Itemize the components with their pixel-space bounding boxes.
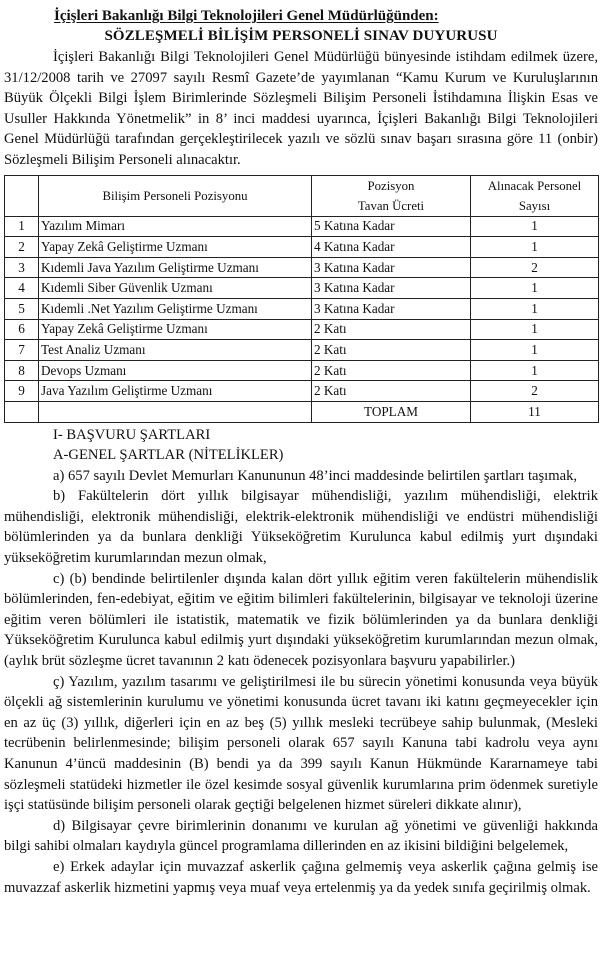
row-position: Java Yazılım Geliştirme Uzmanı bbox=[39, 381, 312, 402]
table-total-row bbox=[5, 401, 599, 422]
intro-paragraph: İçişleri Bakanlığı Bilgi Teknolojileri Genel Müdürlüğü bünyesinde istihdam edilmek üzere, 31/12/2008 tarih ve 27097 sayılı Resmî Gazete’de yayımlanan “Kamu Kurum ve Kuruluşlarının Büyük Ölçekli Bilgi İşlem Birimlerinde Sözleşmeli Bilişim Personeli İstihdamına İlişkin Esas ve Usuller Hakkında Yönetmelik” in 8’ inci maddesi uyarınca, İçişleri Bakanlığı Bilgi Teknolojileri Genel Müdürlüğü tarafından gerçekleştirilecek yazılı ve sözlü sınav başarı sırasına göre 11 (onbir) Sözleşmeli Bilişim Personeli alınacaktır. bbox=[4, 49, 598, 168]
row-position: Yazılım Mimarı bbox=[39, 216, 312, 237]
row-salary: 3 Katına Kadar bbox=[312, 278, 471, 299]
table-row bbox=[5, 237, 599, 258]
header-salary bbox=[312, 175, 471, 216]
row-salary: 3 Katına Kadar bbox=[312, 257, 471, 278]
row-salary: 2 Katı bbox=[312, 340, 471, 361]
row-no: 9 bbox=[5, 381, 39, 402]
table-row bbox=[5, 257, 599, 278]
total-label: TOPLAM bbox=[312, 401, 471, 422]
row-count: 1 bbox=[471, 278, 599, 299]
row-position: Kıdemli Siber Güvenlik Uzmanı bbox=[39, 278, 312, 299]
row-position: Devops Uzmanı bbox=[39, 360, 312, 381]
row-salary: 3 Katına Kadar bbox=[312, 298, 471, 319]
row-count: 1 bbox=[471, 216, 599, 237]
header-count bbox=[471, 175, 599, 216]
table-row bbox=[5, 278, 599, 299]
condition-b: b) Fakültelerin dört yıllık bilgisayar mühendisliği, yazılım mühendisliği, elektrik mühendisliği, elektronik mühendisliği, elektrik-elektronik mühendisliği ve endüstri mühendisliği bölümlerinden ya da bunlara denkliği Yükseköğretim Kurulunca kabul edilmiş yurt dışındaki yükseköğretim kurumlarından mezun olmak, bbox=[4, 488, 598, 567]
table-header-row bbox=[5, 175, 599, 216]
row-salary: 4 Katına Kadar bbox=[312, 237, 471, 258]
announcement-document bbox=[4, 6, 598, 898]
row-count: 2 bbox=[471, 257, 599, 278]
row-salary: 2 Katı bbox=[312, 319, 471, 340]
subsection-heading: A-GENEL ŞARTLAR (NİTELİKLER) bbox=[53, 447, 284, 464]
row-position: Yapay Zekâ Geliştirme Uzmanı bbox=[39, 237, 312, 258]
table-row bbox=[5, 360, 599, 381]
total-empty-no bbox=[5, 401, 39, 422]
row-salary: 2 Katı bbox=[312, 381, 471, 402]
section-heading: I- BAŞVURU ŞARTLARI bbox=[53, 426, 211, 443]
row-no: 4 bbox=[5, 278, 39, 299]
table-row bbox=[5, 216, 599, 237]
row-count: 1 bbox=[471, 360, 599, 381]
table-row bbox=[5, 381, 599, 402]
row-no: 5 bbox=[5, 298, 39, 319]
header-salary-line2: Tavan Ücreti bbox=[357, 198, 425, 213]
row-no: 2 bbox=[5, 237, 39, 258]
condition-e: e) Erkek adaylar için muvazzaf askerlik çağına gelmemiş veya askerlik çağına gelmiş ise muvazzaf askerlik hizmetini yapmış veya muaf veya ertelenmiş ya da yedek sınıfa geçirilmiş olmak. bbox=[4, 858, 598, 896]
row-no: 3 bbox=[5, 257, 39, 278]
row-no: 7 bbox=[5, 340, 39, 361]
condition-a: a) 657 sayılı Devlet Memurları Kanununun 48’inci maddesinde belirtilen şartları taşımak, bbox=[53, 467, 578, 484]
row-no: 1 bbox=[5, 216, 39, 237]
condition-c-cedilla: ç) Yazılım, yazılım tasarımı ve geliştirilmesi ile bu sürecin yönetimi konusunda veya büyük ölçekli ağ sistemlerinin kurulumu ve yönetimi konusunda ücret tavanı iki katını geçmeyecekler için en az üç (3) yıllık, diğerleri için en az beş (5) yıllık mesleki tecrübeye sahip bulunmak, (Mesleki tecrübenin belirlenmesinde; bilişim personeli olarak 657 sayılı Kanuna tabi kadrolu veya aynı Kanunun 4’üncü maddesinin (B) bendi ya da 399 sayılı Kanun Hükmünde Kararnameye tabi sözleşmeli statüdeki hizmetler ile özel kesimde sosyal güvenlik kurumlarına prim ödenmek suretiyle işçi statüsünde bilişim personeli olarak geçtiği belgelenen hizmet süreleri dikkate alınır), bbox=[4, 673, 598, 814]
issuer-heading bbox=[4, 6, 598, 26]
header-count-line1: Alınacak Personel bbox=[487, 178, 582, 193]
header-position: Bilişim Personeli Pozisyonu bbox=[39, 175, 312, 216]
table-row bbox=[5, 298, 599, 319]
condition-c: c) (b) bendinde belirtilenler dışında kalan dört yıllık eğitim veren fakültelerin mühendislik bölümlerinden, fen-edebiyat, eğitim ve eğitim bilimleri fakültelerinin, bilgisayar ve teknoloji üzerine eğitim veren bölümleri ile istatistik, matematik ve fizik bölümlerinden ya da bunlara denkliği Yükseköğretim Kurulunca kabul edilmiş yurt dışındaki yükseköğretim kurumlarından mezun olmak, (aylık brüt sözleşme ücret tavanının 2 katı ödenecek pozisyonlara başvuru yapabilirler.) bbox=[4, 570, 598, 670]
positions-table bbox=[4, 175, 599, 423]
table-row bbox=[5, 319, 599, 340]
row-no: 6 bbox=[5, 319, 39, 340]
row-count: 1 bbox=[471, 319, 599, 340]
row-position: Yapay Zekâ Geliştirme Uzmanı bbox=[39, 319, 312, 340]
total-count: 11 bbox=[471, 401, 599, 422]
row-count: 1 bbox=[471, 237, 599, 258]
announcement-title: SÖZLEŞMELİ BİLİŞİM PERSONELİ SINAV DUYURUSU bbox=[104, 28, 498, 44]
header-no bbox=[5, 175, 39, 216]
row-count: 1 bbox=[471, 298, 599, 319]
row-position: Kıdemli .Net Yazılım Geliştirme Uzmanı bbox=[39, 298, 312, 319]
row-position: Test Analiz Uzmanı bbox=[39, 340, 312, 361]
row-position: Kıdemli Java Yazılım Geliştirme Uzmanı bbox=[39, 257, 312, 278]
row-count: 1 bbox=[471, 340, 599, 361]
row-count: 2 bbox=[471, 381, 599, 402]
row-salary: 2 Katı bbox=[312, 360, 471, 381]
condition-d: d) Bilgisayar çevre birimlerinin donanımı ve kurulan ağ yönetimi ve güvenliği hakkında bilgi sahibi olmaları kaydıyla güncel programlama dillerinden en az ikisini bildiğini belgelemek, bbox=[4, 817, 598, 855]
header-count-line2: Sayısı bbox=[518, 198, 551, 213]
issuer-heading-text: İçişleri Bakanlığı Bilgi Teknolojileri Genel Müdürlüğünden: bbox=[54, 8, 439, 24]
row-no: 8 bbox=[5, 360, 39, 381]
table-row bbox=[5, 340, 599, 361]
total-empty-position bbox=[39, 401, 312, 422]
header-salary-line1: Pozisyon bbox=[367, 178, 415, 193]
row-salary: 5 Katına Kadar bbox=[312, 216, 471, 237]
